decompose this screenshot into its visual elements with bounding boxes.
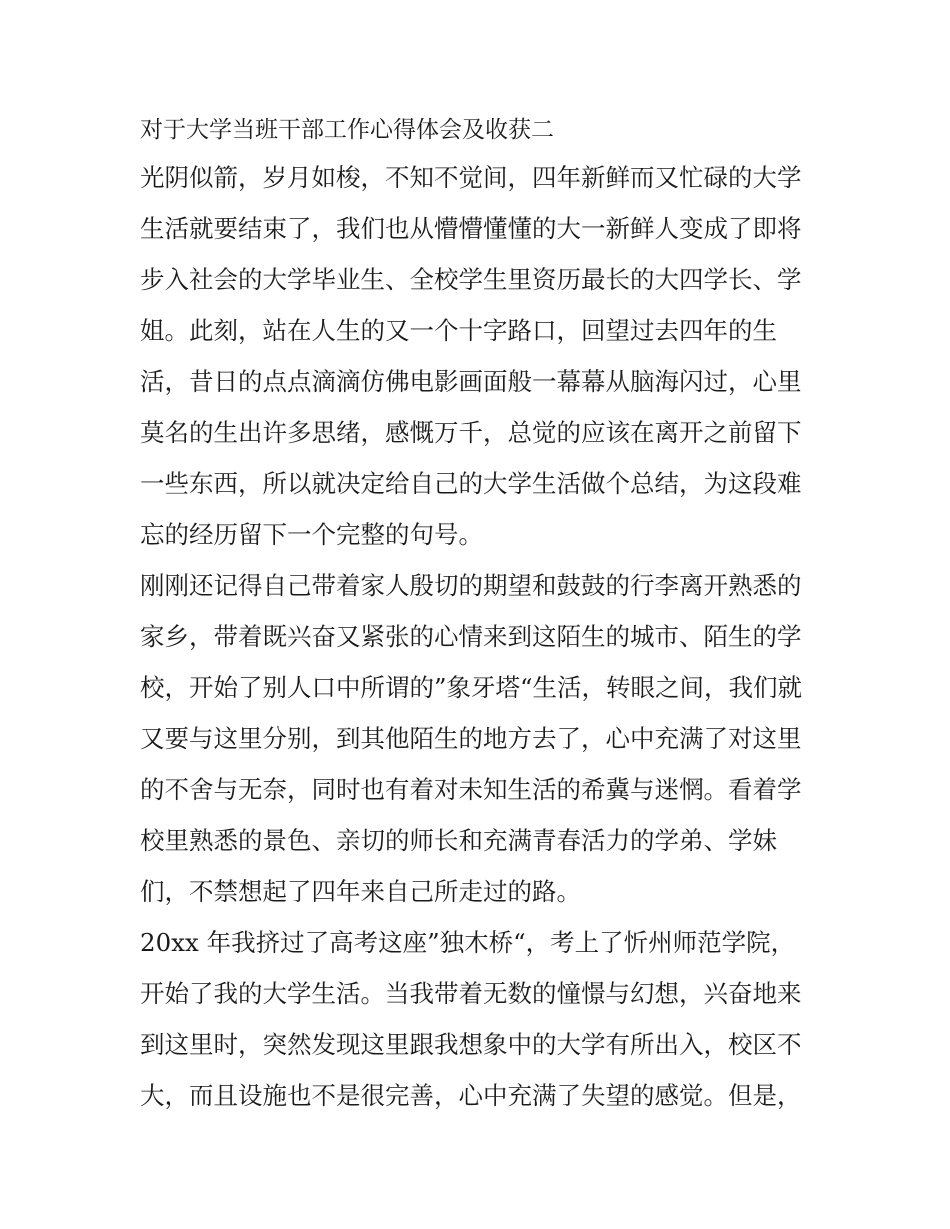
document-title: 对于大学当班干部工作心得体会及收获二 <box>140 117 554 143</box>
paragraph-line: 莫名的生出许多思绪，感慨万千，总觉的应该在离开之前留下 <box>140 418 802 447</box>
paragraph-line: 家乡，带着既兴奋又紧张的心情来到这陌生的城市、陌生的学 <box>140 622 802 651</box>
paragraph-line: 生活就要结束了，我们也从懵懵懂懂的大一新鲜人变成了即将 <box>140 214 802 243</box>
paragraph-line: 步入社会的大学毕业生、全校学生里资历最长的大四学长、学 <box>140 265 802 294</box>
paragraph-list <box>140 152 820 1121</box>
paragraph-line: 20xx 年我挤过了高考这座”独木桥“，考上了忻州师范学院， <box>140 928 796 957</box>
paragraph-line: 姐。此刻，站在人生的又一个十字路口，回望过去四年的生 <box>140 316 777 345</box>
paragraph-line: 光阴似箭，岁月如梭，不知不觉间，四年新鲜而又忙碌的大学 <box>140 163 802 192</box>
paragraph <box>140 152 820 560</box>
paragraph-line: 校，开始了别人口中所谓的”象牙塔“生活，转眼之间，我们就 <box>140 673 803 702</box>
paragraph-line: 又要与这里分别，到其他陌生的地方去了，心中充满了对这里 <box>140 724 802 753</box>
paragraph-line: 到这里时，突然发现这里跟我想象中的大学有所出入，校区不 <box>140 1030 802 1059</box>
paragraph-line: 忘的经历留下一个完整的句号。 <box>140 520 483 549</box>
paragraph-line: 们，不禁想起了四年来自己所走过的路。 <box>140 877 581 906</box>
paragraph <box>140 917 820 1121</box>
paragraph-line: 校里熟悉的景色、亲切的师长和充满青春活力的学弟、学妹 <box>140 826 777 855</box>
paragraph-line: 的不舍与无奈，同时也有着对未知生活的希冀与迷惘。看着学 <box>140 775 802 804</box>
document-body <box>140 108 820 1121</box>
paragraph-line: 一些东西，所以就决定给自己的大学生活做个总结，为这段难 <box>140 469 802 498</box>
paragraph-line: 活，昔日的点点滴滴仿佛电影画面般一幕幕从脑海闪过，心里 <box>140 367 802 396</box>
paragraph <box>140 560 820 917</box>
paragraph-line: 大，而且设施也不是很完善，心中充满了失望的感觉。但是， <box>140 1081 802 1110</box>
paragraph-line: 开始了我的大学生活。当我带着无数的憧憬与幻想，兴奋地来 <box>140 979 802 1008</box>
paragraph-line: 刚刚还记得自己带着家人殷切的期望和鼓鼓的行李离开熟悉的 <box>140 571 802 600</box>
